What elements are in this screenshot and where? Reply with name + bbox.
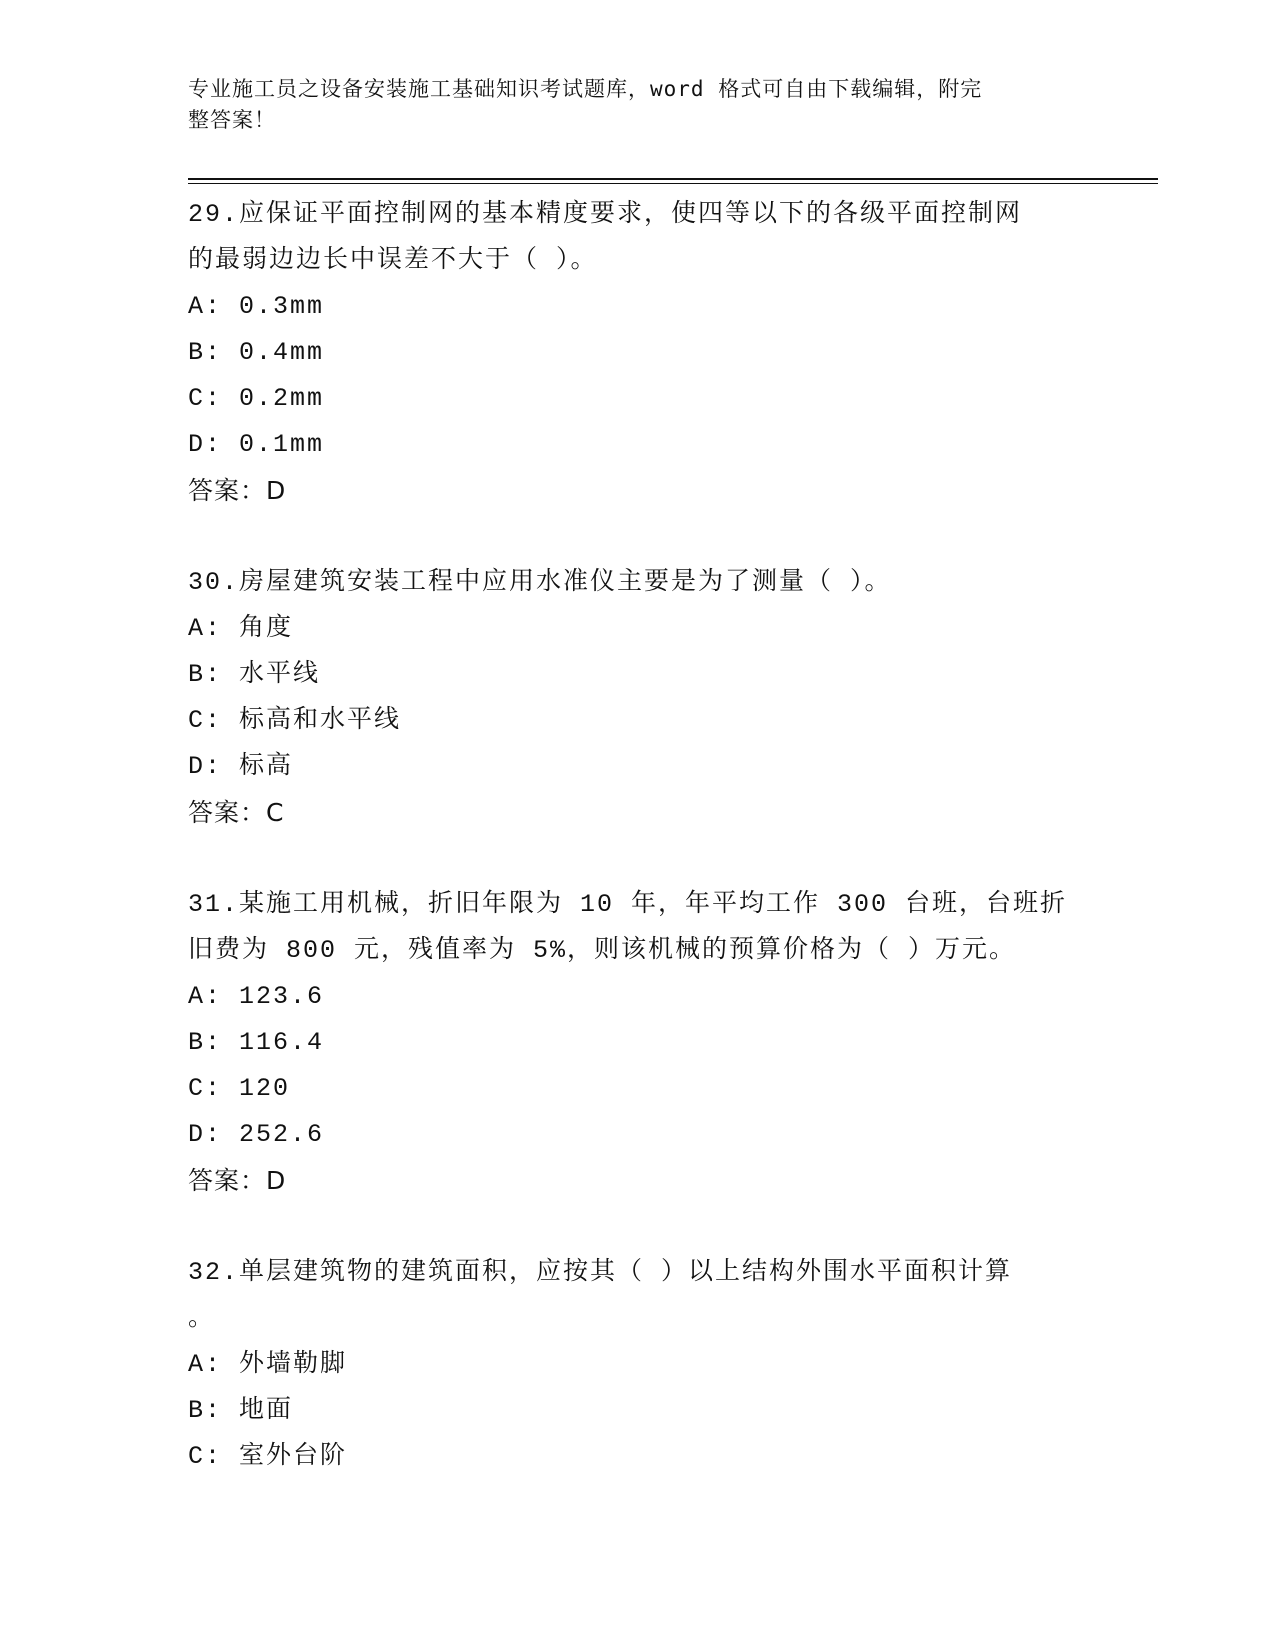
- question-stem-line: 31.某施工用机械，折旧年限为 10 年，年平均工作 300 台班，台班折: [188, 890, 1068, 919]
- header-line-2: 整答案！: [188, 108, 276, 132]
- option-d: D: 标高: [188, 752, 294, 781]
- header-line-1: 专业施工员之设备安装施工基础知识考试题库，word 格式可自由下载编辑，附完: [188, 77, 983, 101]
- option-b: B: 0.4mm: [188, 338, 325, 367]
- option-c: C: 室外台阶: [188, 1442, 348, 1471]
- document-header: [188, 74, 1068, 136]
- answer-label: 答案：C: [188, 798, 285, 827]
- question-stem-line: 的最弱边边长中误差不大于（ ）。: [188, 246, 598, 275]
- header-divider-thick: [188, 178, 1158, 180]
- question-spacer: [188, 836, 1088, 882]
- option-c: C: 0.2mm: [188, 384, 325, 413]
- option-b: B: 地面: [188, 1396, 294, 1425]
- question-stem-line: 旧费为 800 元，残值率为 5%，则该机械的预算价格为（ ）万元。: [188, 936, 1017, 965]
- option-b: B: 116.4: [188, 1028, 325, 1057]
- question-list: [188, 192, 1088, 1480]
- option-d: D: 252.6: [188, 1120, 325, 1149]
- answer-label: 答案：D: [188, 476, 287, 505]
- option-a: A: 0.3mm: [188, 292, 325, 321]
- question-spacer: [188, 1204, 1088, 1250]
- question-31: [188, 882, 1088, 1204]
- question-32: [188, 1250, 1088, 1480]
- option-a: A: 外墙勒脚: [188, 1350, 348, 1379]
- question-29: [188, 192, 1088, 514]
- option-a: A: 角度: [188, 614, 294, 643]
- option-c: C: 标高和水平线: [188, 706, 402, 735]
- answer-label: 答案：D: [188, 1166, 287, 1195]
- option-c: C: 120: [188, 1074, 291, 1103]
- option-b: B: 水平线: [188, 660, 321, 689]
- question-stem-line: 29.应保证平面控制网的基本精度要求，使四等以下的各级平面控制网: [188, 200, 1023, 229]
- question-stem-line: 32.单层建筑物的建筑面积，应按其（ ）以上结构外围水平面积计算: [188, 1258, 1013, 1287]
- question-30: [188, 560, 1088, 836]
- header-divider-thin: [188, 183, 1158, 184]
- option-d: D: 0.1mm: [188, 430, 325, 459]
- question-stem-line: 。: [188, 1304, 216, 1333]
- question-spacer: [188, 514, 1088, 560]
- option-a: A: 123.6: [188, 982, 325, 1011]
- question-stem-line: 30.房屋建筑安装工程中应用水准仪主要是为了测量（ ）。: [188, 568, 892, 597]
